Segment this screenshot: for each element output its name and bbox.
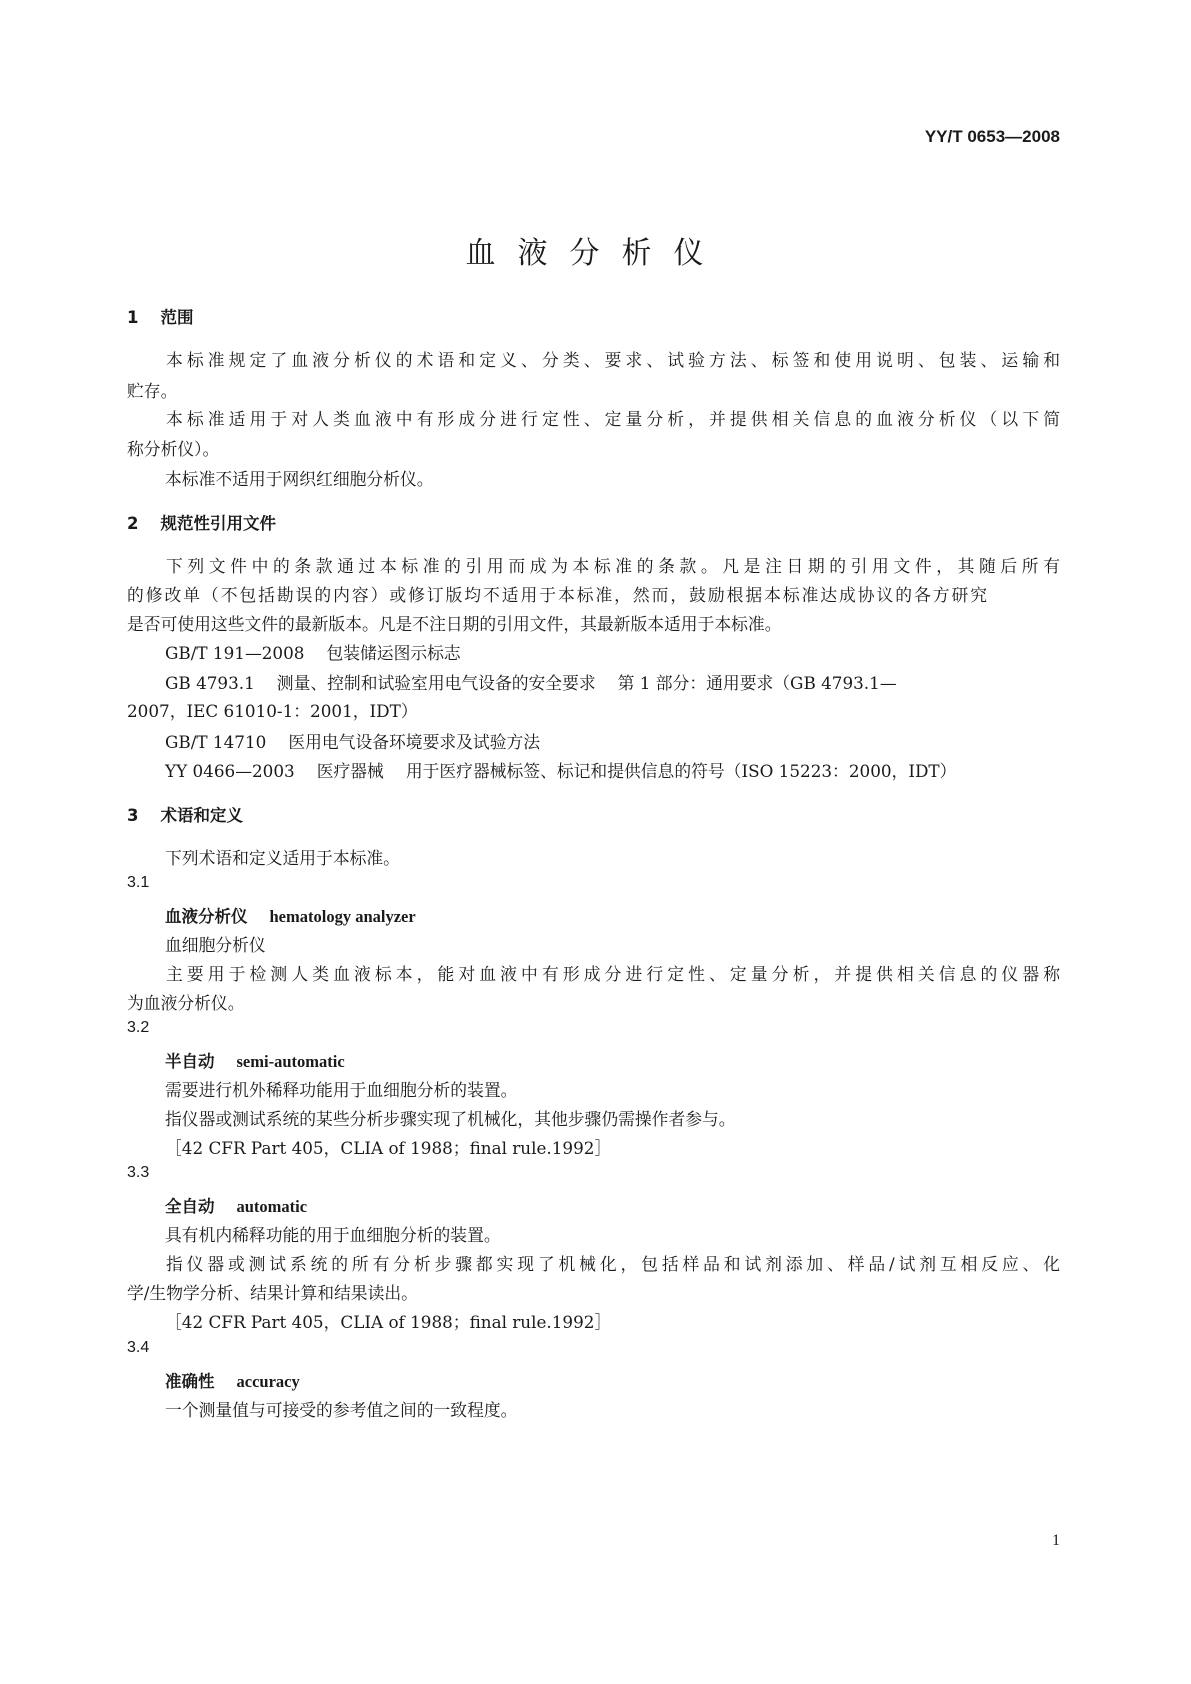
reference-code: GB/T 14710 [165, 732, 267, 752]
term-english: accuracy [236, 1372, 300, 1391]
reference-code: GB 4793.1 [165, 673, 255, 693]
term-heading [165, 903, 416, 927]
term-note: 指仪器或测试系统的某些分析步骤实现了机械化，其他步骤仍需操作者参与。 [165, 1109, 736, 1129]
standard-number: YY/T 0653—2008 [924, 127, 1060, 146]
reference-item-continued: 2007，IEC 61010-1：2001，IDT） [127, 701, 418, 721]
term-definition: 具有机内稀释功能的用于血细胞分析的装置。 [165, 1225, 501, 1245]
term-heading [165, 1048, 345, 1072]
paragraph-line: 的修改单（不包括勘误的内容）或修订版均不适用于本标准，然而，鼓励根据本标准达成协议的各方研究 [127, 585, 987, 605]
reference-item [165, 758, 956, 782]
term-source: ［42 CFR Part 405，CLIA of 1988；final rule.1992］ [165, 1312, 612, 1332]
section-3-heading [127, 802, 243, 826]
term-number: 3.2 [127, 1019, 150, 1036]
term-chinese: 准确性 [165, 1372, 215, 1391]
paragraph-line: 本标准不适用于网织红细胞分析仪。 [165, 469, 434, 489]
term-chinese: 半自动 [165, 1052, 215, 1071]
term-english: hematology analyzer [269, 907, 416, 926]
term-definition: 需要进行机外稀释功能用于血细胞分析的装置。 [165, 1080, 518, 1100]
reference-name: 包装储运图示标志 [326, 643, 461, 663]
reference-item [165, 640, 461, 664]
term-definition: 主要用于检测人类血液标本，能对血液中有形成分进行定性、定量分析，并提供相关信息的仪器称 [166, 964, 1060, 984]
term-note: 指仪器或测试系统的所有分析步骤都实现了机械化，包括样品和试剂添加、样品/试剂互相反应、化 [166, 1254, 1060, 1274]
term-english: semi-automatic [236, 1052, 345, 1071]
term-definition: 一个测量值与可接受的参考值之间的一致程度。 [165, 1400, 518, 1420]
section-title: 规范性引用文件 [160, 514, 276, 533]
paragraph-line: 是否可使用这些文件的最新版本。凡是不注日期的引用文件，其最新版本适用于本标准。 [127, 614, 782, 634]
paragraph-line: 称分析仪）。 [127, 439, 220, 459]
reference-description: 用于医疗器械标签、标记和提供信息的符号（ISO 15223：2000，IDT） [405, 761, 957, 781]
term-english: automatic [236, 1197, 308, 1216]
reference-name: 医疗器械 [316, 761, 384, 781]
term-synonym: 血细胞分析仪 [165, 935, 266, 955]
section-1-heading [127, 304, 193, 328]
section-2-heading [127, 510, 276, 534]
paragraph-line: 本标准规定了血液分析仪的术语和定义、分类、要求、试验方法、标签和使用说明、包装、运输和 [166, 350, 1060, 370]
term-number: 3.1 [127, 874, 150, 891]
reference-code: YY 0466—2003 [165, 761, 295, 781]
term-definition: 为血液分析仪。 [127, 993, 245, 1013]
paragraph-line: 下列文件中的条款通过本标准的引用而成为本标准的条款。凡是注日期的引用文件，其随后所有 [166, 556, 1060, 576]
term-chinese: 血液分析仪 [165, 907, 248, 926]
section-title: 术语和定义 [160, 806, 243, 825]
paragraph-line: 本标准适用于对人类血液中有形成分进行定性、定量分析，并提供相关信息的血液分析仪（以下简 [166, 409, 1060, 429]
term-number: 3.3 [127, 1164, 150, 1181]
reference-code: GB/T 191—2008 [165, 643, 305, 663]
term-number: 3.4 [127, 1339, 150, 1356]
term-note: 学/生物学分析、结果计算和结果读出。 [127, 1283, 418, 1303]
reference-part: 第 1 部分：通用要求（GB 4793.1— [617, 673, 897, 693]
reference-item [165, 670, 897, 694]
term-chinese: 全自动 [165, 1197, 215, 1216]
section-number: 1 [127, 308, 139, 327]
reference-name: 医用电气设备环境要求及试验方法 [288, 732, 541, 752]
term-heading [165, 1368, 300, 1392]
reference-name: 测量、控制和试验室用电气设备的安全要求 [276, 673, 596, 693]
reference-item [165, 729, 540, 753]
paragraph-line: 下列术语和定义适用于本标准。 [165, 848, 400, 868]
term-source: ［42 CFR Part 405，CLIA of 1988；final rule.1992］ [165, 1138, 612, 1158]
section-title: 范围 [160, 308, 194, 327]
document-title: 血液分析仪 [465, 236, 726, 271]
term-heading [165, 1193, 307, 1217]
section-number: 3 [127, 806, 139, 825]
section-number: 2 [127, 514, 139, 533]
page-number: 1 [1052, 1532, 1060, 1549]
paragraph-line: 贮存。 [127, 381, 178, 401]
